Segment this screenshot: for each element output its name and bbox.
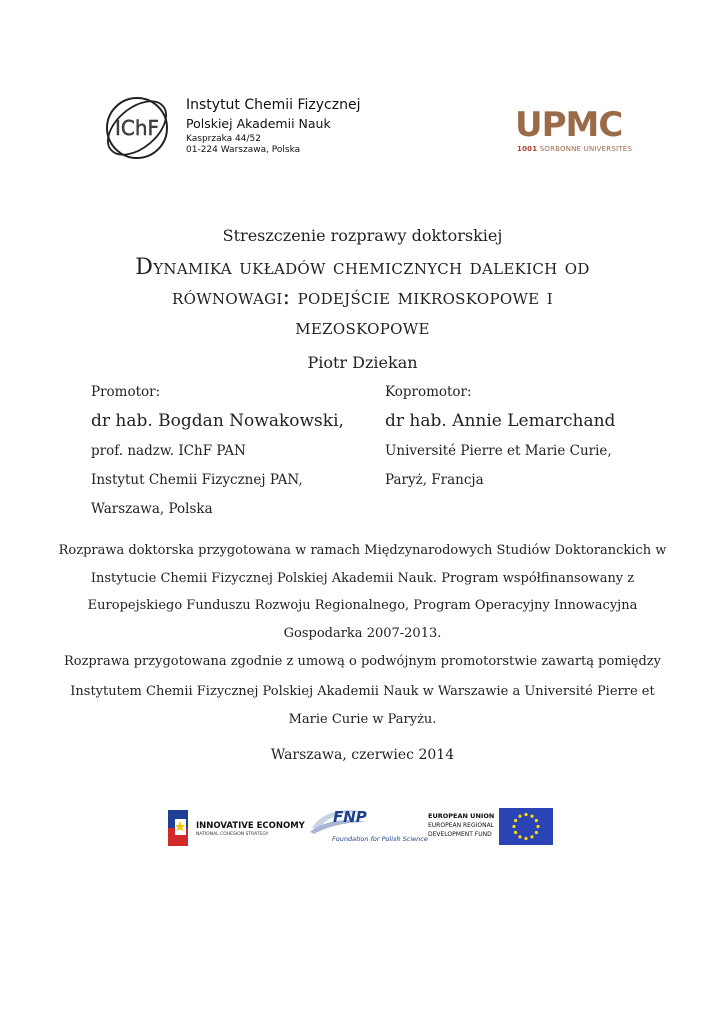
upmc-sub-prefix: 1001: [517, 145, 538, 153]
eu-line3: DEVELOPMENT FUND: [428, 831, 492, 838]
paragraph2-line1: Rozprawa przygotowana zgodnie z umową o podwójnym promotorstwie zawartą pomiędzy: [63, 654, 662, 669]
fnp-logo: [308, 806, 428, 848]
document-subtitle: Streszczenie rozprawy doktorskiej: [222, 226, 503, 245]
eu-star: [536, 825, 539, 828]
title-line-1: Dynamika układów chemicznych dalekich od: [135, 255, 590, 280]
fnp-mark: FNP: [333, 808, 367, 826]
eu-star: [514, 831, 517, 834]
promotor-name: dr hab. Bogdan Nowakowski,: [91, 411, 344, 431]
paragraph1-line3: Europejskiego Funduszu Rozwoju Regionalnego, Program Operacyjny Innowacyjna: [87, 598, 638, 613]
paragraph1-line1: Rozprawa doktorska przygotowana w ramach Międzynarodowych Studiów Doktoranckich w: [58, 543, 667, 558]
eu-flag-icon: [499, 808, 553, 845]
eu-star: [524, 837, 527, 840]
eu-star: [530, 835, 533, 838]
eu-logo: [428, 808, 553, 846]
ichf-name-line2: Polskiej Akademii Nauk: [186, 116, 331, 131]
paragraph1-line4: Gospodarka 2007-2013.: [283, 626, 442, 641]
innovative-economy-title: INNOVATIVE ECONOMY: [196, 821, 305, 831]
innovative-economy-subtitle: NATIONAL COHESION STRATEGY: [196, 832, 269, 837]
eu-star: [530, 815, 533, 818]
title-line-3: mezoskopowe: [295, 315, 430, 340]
title-line-2: równowagi: podejście mikroskopowe i: [172, 285, 553, 310]
eu-line2: EUROPEAN REGIONAL: [428, 822, 495, 829]
eu-star: [518, 815, 521, 818]
place-date: Warszawa, czerwiec 2014: [270, 747, 455, 763]
ichf-emblem-icon: [100, 92, 175, 162]
upmc-sub-text: SORBONNE UNIVERSITÉS: [539, 145, 633, 153]
innovative-economy-logo: [168, 808, 305, 848]
paragraph1-line2: Instytucie Chemii Fizycznej Polskiej Akademii Nauk. Program współfinansowany z: [90, 571, 635, 586]
ichf-logo: [100, 92, 380, 162]
promotor-title: prof. nadzw. IChF PAN: [91, 443, 246, 459]
ichf-address-line1: Kasprzaka 44/52: [186, 134, 261, 144]
paragraph2-line3: Marie Curie w Paryżu.: [288, 712, 437, 727]
paragraph2-line2: Instytutem Chemii Fizycznej Polskiej Akademii Nauk w Warszawie a Université Pierre et: [70, 684, 655, 699]
eu-star: [535, 831, 538, 834]
promotor-label: Promotor:: [91, 384, 161, 400]
innovative-economy-flag-icon: [168, 810, 192, 846]
ichf-name-line1: Instytut Chemii Fizycznej: [186, 97, 361, 113]
promotor-city: Warszawa, Polska: [91, 501, 213, 517]
kopromotor-city: Paryż, Francja: [385, 472, 484, 488]
author-name: Piotr Dziekan: [307, 353, 418, 372]
eu-star: [535, 819, 538, 822]
eu-line1: EUROPEAN UNION: [428, 812, 495, 820]
upmc-subtitle: [517, 145, 632, 153]
eu-star: [524, 813, 527, 816]
eu-star: [512, 825, 515, 828]
eu-star: [518, 835, 521, 838]
kopromotor-institution: Université Pierre et Marie Curie,: [385, 443, 612, 459]
ichf-address-line2: 01-224 Warszawa, Polska: [186, 145, 301, 155]
eu-star: [514, 819, 517, 822]
fnp-subtitle: Foundation for Polish Science: [332, 835, 428, 843]
kopromotor-name: dr hab. Annie Lemarchand: [385, 411, 616, 431]
ichf-mark: IChF: [114, 116, 160, 140]
upmc-logo: [515, 105, 645, 156]
promotor-institution: Instytut Chemii Fizycznej PAN,: [91, 472, 303, 488]
kopromotor-label: Kopromotor:: [385, 384, 472, 400]
upmc-wordmark: UPMC: [515, 105, 623, 145]
